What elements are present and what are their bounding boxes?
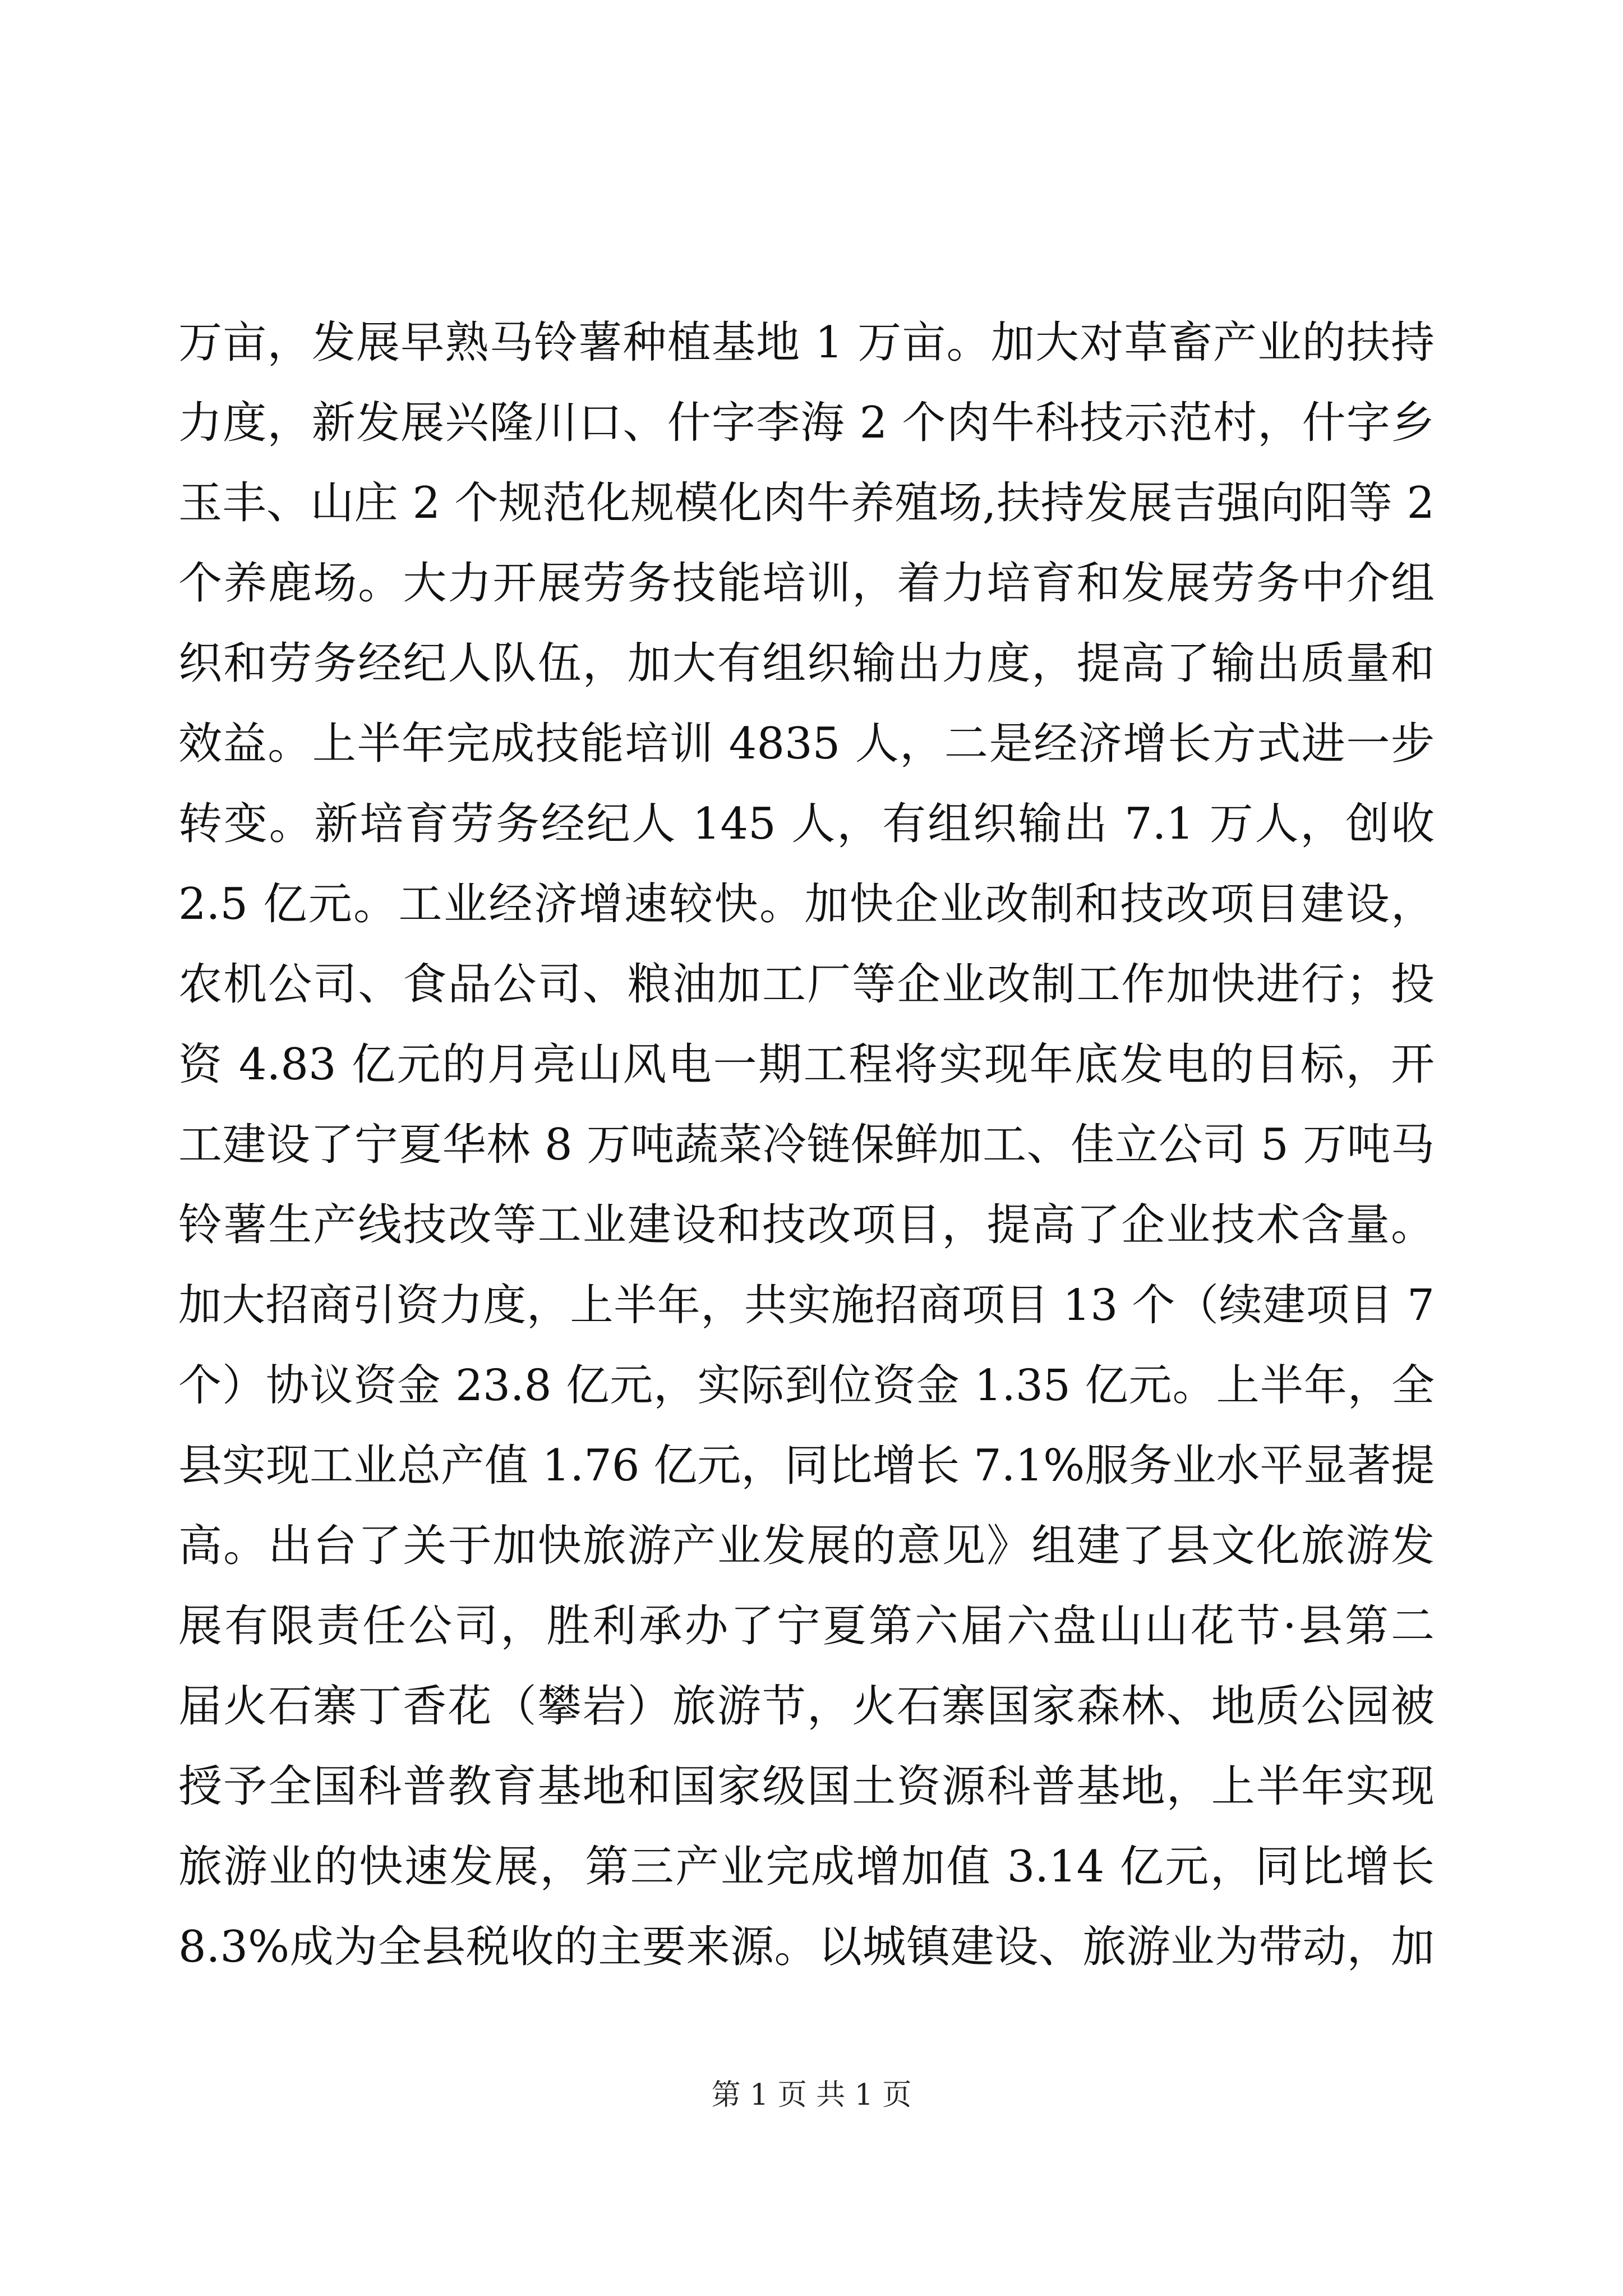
text-line: 效益。上半年完成技能培训 4835 人，二是经济增长方式进一步 [178,719,1435,769]
text-line: 个养鹿场。大力开展劳务技能培训，着力培育和发展劳务中介组 [178,558,1435,609]
text-line: 力度，新发展兴隆川口、什字李海 2 个肉牛科技示范村，什字乡 [178,398,1435,448]
text-line: 万亩，发展早熟马铃薯种植基地 1 万亩。加大对草畜产业的扶持 [178,318,1435,368]
text-line: 农机公司、食品公司、粮油加工厂等企业改制工作加快进行；投 [178,959,1435,1010]
text-line: 2.5 亿元。工业经济增速较快。加快企业改制和技改项目建设， [178,879,1435,930]
text-line: 玉丰、山庄 2 个规范化规模化肉牛养殖场,扶持发展吉强向阳等 2 [178,478,1435,528]
text-line: 授予全国科普教育基地和国家级国土资源科普基地，上半年实现 [178,1761,1435,1812]
text-line: 县实现工业总产值 1.76 亿元，同比增长 7.1%服务业水平显著提 [178,1441,1435,1491]
text-line: 个）协议资金 23.8 亿元，实际到位资金 1.35 亿元。上半年，全 [178,1361,1435,1411]
text-line: 资 4.83 亿元的月亮山风电一期工程将实现年底发电的目标，开 [178,1039,1435,1090]
document-body [178,303,1435,1987]
text-line: 加大招商引资力度，上半年，共实施招商项目 13 个（续建项目 7 [178,1281,1435,1331]
text-line: 高。出台了关于加快旅游产业发展的意见》组建了县文化旅游发 [178,1521,1435,1571]
text-line: 旅游业的快速发展，第三产业完成增加值 3.14 亿元，同比增长 [178,1842,1435,1892]
text-line: 织和劳务经纪人队伍，加大有组织输出力度，提高了输出质量和 [178,638,1435,689]
text-line: 8.3%成为全县税收的主要来源。以城镇建设、旅游业为带动，加 [178,1922,1435,1972]
text-line: 展有限责任公司，胜利承办了宁夏第六届六盘山山花节·县第二 [178,1601,1435,1651]
page-footer: 第 1 页 共 1 页 [711,2078,912,2112]
text-line: 铃薯生产线技改等工业建设和技改项目，提高了企业技术含量。 [178,1200,1435,1250]
text-line: 工建设了宁夏华林 8 万吨蔬菜冷链保鲜加工、佳立公司 5 万吨马 [178,1120,1435,1170]
text-line: 届火石寨丁香花（攀岩）旅游节，火石寨国家森林、地质公园被 [178,1681,1435,1732]
text-line: 转变。新培育劳务经纪人 145 人，有组织输出 7.1 万人，创收 [178,799,1435,849]
